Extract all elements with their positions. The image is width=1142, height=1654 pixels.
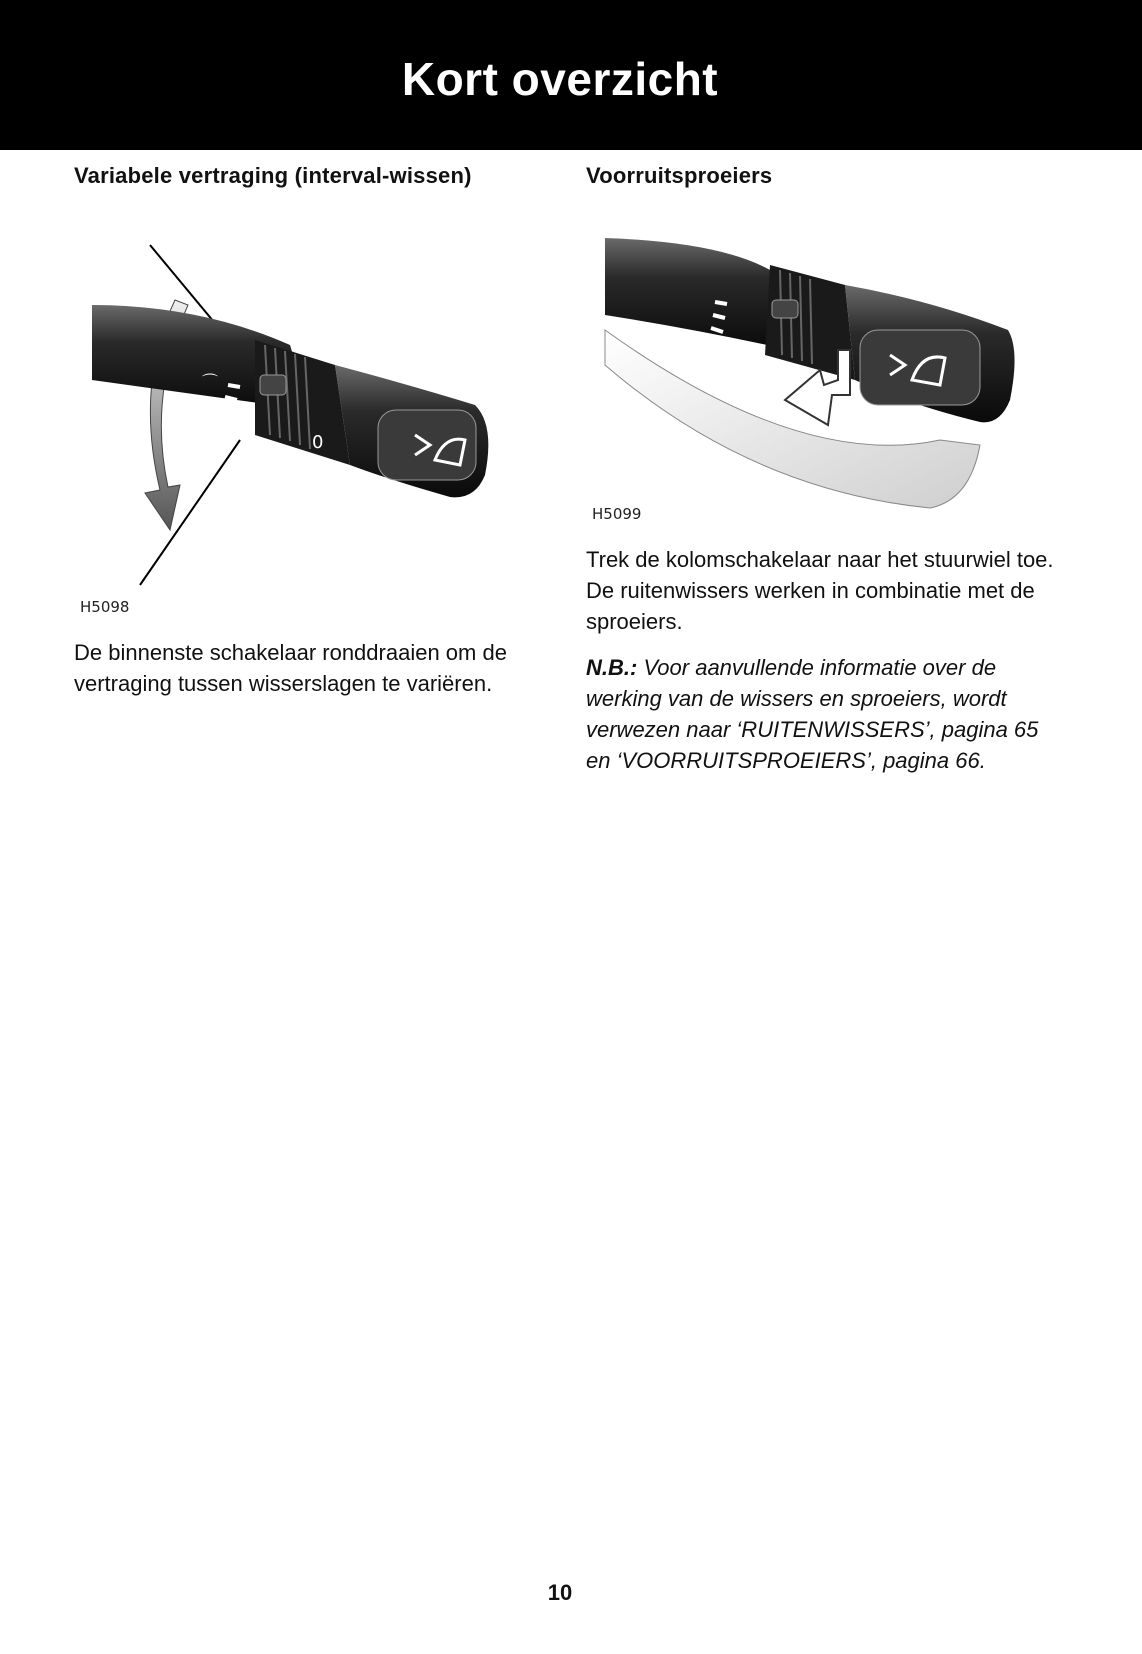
left-section-heading: Variabele vertraging (interval-wissen) [74, 163, 472, 188]
page-number: 10 [547, 1580, 573, 1605]
page-header [0, 0, 1142, 150]
wiper-stalk-rotation-illustration [80, 235, 530, 595]
left-body-text: De binnenste schakelaar ronddraaien om de vertraging tussen wisserslagen te variëren. [74, 640, 507, 696]
svg-text:⌒: ⌒ [202, 372, 219, 391]
left-figure-code: H5098 [80, 598, 130, 616]
note-text: Voor aanvullende informatie over de werking van de wissers en sproeiers, wordt verwezen naar ‘RUITENWISSERS’, pagina 65 en ‘VOORRUITSPROEIERS’, pagina 66. [586, 655, 1039, 773]
page-title: Kort overzicht [401, 53, 719, 105]
svg-text:0: 0 [312, 432, 324, 453]
right-figure-code: H5099 [592, 505, 642, 523]
note-label: N.B.: [586, 655, 638, 680]
right-section-heading: Voorruitsproeiers [586, 163, 773, 188]
rotary-ring [255, 340, 350, 465]
delay-marker-icon [260, 375, 286, 395]
right-body-text: Trek de kolomschakelaar naar het stuurwiel toe. De ruitenwissers werken in combinatie met de sproeiers. [586, 547, 1054, 634]
stalk-body [605, 238, 790, 350]
washer-pull-illustration [600, 230, 1040, 510]
wash-button [378, 410, 476, 480]
note-paragraph [586, 652, 1046, 776]
